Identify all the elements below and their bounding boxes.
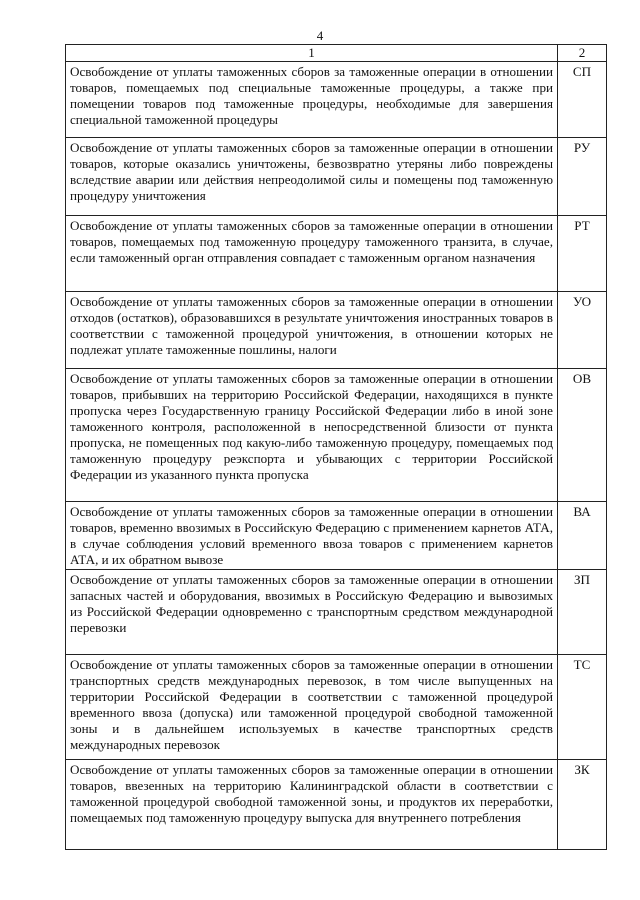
- table-row: [66, 502, 607, 570]
- page-number: 4: [316, 28, 324, 43]
- table-row: [66, 760, 607, 850]
- row-code: РТ: [558, 216, 607, 292]
- row-description: Освобождение от уплаты таможенных сборов за таможенные операции в отношении товаров, которые оказались уничтожены, безвозвратно утеряны либо повреждены вследствие аварии или действия непреодолимой силы и помещены под таможенную процедуру уничтожения: [66, 138, 558, 216]
- row-description: Освобождение от уплаты таможенных сборов за таможенные операции в отношении товаров, ввезенных на территорию Калининградской области в соответствии с таможенной процедурой свободной таможенной зоны, и продуктов их переработки, помещаемых под таможенную процедуру выпуска для внутреннего потребления: [66, 760, 558, 850]
- table-row: [66, 292, 607, 369]
- row-description: Освобождение от уплаты таможенных сборов за таможенные операции в отношении запасных частей и оборудования, ввозимых в Российскую Федерацию и вывозимых из Российской Федерации одновременно с транспортным средством международной перевозки: [66, 570, 558, 655]
- row-description: Освобождение от уплаты таможенных сборов за таможенные операции в отношении транспортных средств международных перевозок, в том числе выпущенных на территории Российской Федерации в соответствии с таможенной процедурой временного ввоза (допуска) или таможенной процедурой свободной таможенной зоны и в дальнейшем используемых в качестве транспортных средств международных перевозок: [66, 655, 558, 760]
- row-code: РУ: [558, 138, 607, 216]
- table-row: [66, 570, 607, 655]
- row-description: Освобождение от уплаты таможенных сборов за таможенные операции в отношении отходов (остатков), образовавшихся в результате уничтожения иностранных товаров в соответствии с таможенной процедурой уничтожения, в отношении которых не подлежат уплате таможенные пошлины, налоги: [66, 292, 558, 369]
- exemption-codes-table: [65, 44, 607, 850]
- table-row: [66, 369, 607, 502]
- row-description: Освобождение от уплаты таможенных сборов за таможенные операции в отношении товаров, временно ввозимых в Российскую Федерацию с применением карнетов АТА, в случае соблюдения условий временного ввоза товаров с применением карнетов АТА, и их обратном вывозе: [66, 502, 558, 570]
- row-code: ВА: [558, 502, 607, 570]
- row-description: Освобождение от уплаты таможенных сборов за таможенные операции в отношении товаров, помещаемых под специальные таможенные процедуры, а также при помещении товаров под таможенные процедуры, необходимые для завершения специальной таможенной процедуры: [66, 62, 558, 138]
- table-header-row: [66, 45, 607, 62]
- row-code: ЗП: [558, 570, 607, 655]
- row-description: Освобождение от уплаты таможенных сборов за таможенные операции в отношении товаров, помещаемых под таможенную процедуру таможенного транзита, в случае, если таможенный орган отправления совпадает с таможенным органом назначения: [66, 216, 558, 292]
- column-header-description: 1: [66, 45, 558, 62]
- column-header-code: 2: [558, 45, 607, 62]
- table-row: [66, 655, 607, 760]
- row-code: УО: [558, 292, 607, 369]
- row-code: ОВ: [558, 369, 607, 502]
- table-row: [66, 62, 607, 138]
- row-code: ТС: [558, 655, 607, 760]
- row-code: ЗК: [558, 760, 607, 850]
- row-code: СП: [558, 62, 607, 138]
- table-row: [66, 216, 607, 292]
- table-row: [66, 138, 607, 216]
- row-description: Освобождение от уплаты таможенных сборов за таможенные операции в отношении товаров, прибывших на территорию Российской Федерации, находящихся в пункте пропуска через Государственную границу Российской Федерации либо в иной зоне таможенного контроля, расположенной в непосредственной близости от пункта пропуска, не помещенных под какую-либо таможенную процедуру, помещаемых под таможенную процедуру реэкспорта и убывающих с территории Российской Федерации из указанного пункта пропуска: [66, 369, 558, 502]
